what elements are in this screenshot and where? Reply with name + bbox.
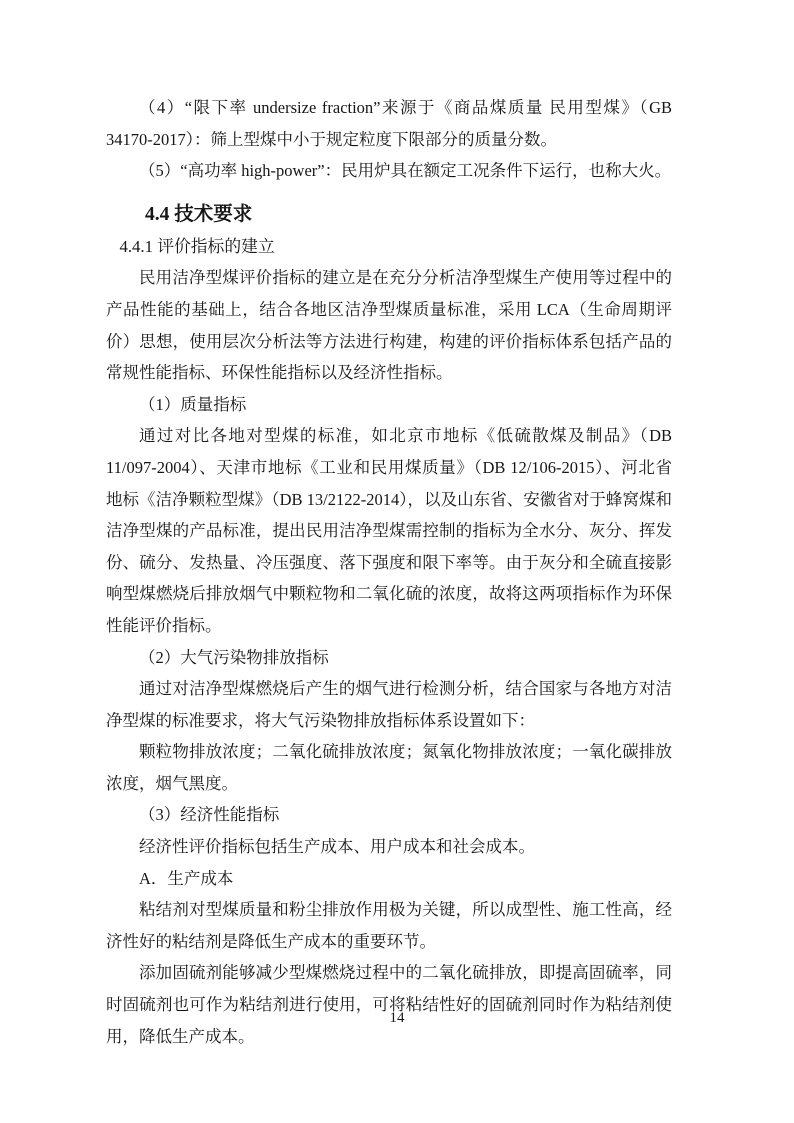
- list-heading-quality-indicators: （1）质量指标: [139, 394, 247, 414]
- item-heading-production-cost: A．生产成本: [139, 868, 234, 888]
- paragraph-quality-standards: 通过对比各地对型煤的标准，如北京市地标《低硫散煤及制品》（DB 11/097-2004）、天津市地标《工业和民用煤质量》（DB 12/106-2015）、河北省地标《洁净颗粒型煤》（DB 13/2122-2014），以及山东省、安徽省对于蜂窝煤和洁净型煤的产品标准，提出民用洁净型煤需控制的指标为全水分、灰分、挥发份、硫分、发热量、冷压强度、落下强度和限下率等。由于灰分和全硫直接影响型煤燃烧后排放烟气中颗粒物和二氧化硫的浓度，故将这两项指标作为环保性能评价指标。: [106, 426, 672, 635]
- section-heading-technical-requirements: 4.4 技术要求: [145, 203, 253, 225]
- page-content: [106, 92, 672, 1052]
- paragraph-economic-indicators: 经济性评价指标包括生产成本、用户成本和社会成本。: [139, 837, 535, 857]
- paragraph-sulfur-fixative: 添加固硫剂能够减少型煤燃烧过程中的二氧化硫排放，即提高固硫率，同时固硫剂也可作为粘结剂进行使用，可将粘结性好的固硫剂同时作为粘结剂使用，降低生产成本。: [106, 963, 672, 1046]
- list-heading-emission-indicators: （2）大气污染物排放指标: [139, 647, 329, 667]
- subsection-heading-indicator-establishment: 4.4.1 评价指标的建立: [119, 236, 275, 256]
- definition-item-4: （4）“限下率 undersize fraction”来源于《商品煤质量 民用型煤》（GB 34170-2017）：筛上型煤中小于规定粒度下限部分的质量分数。: [106, 98, 672, 149]
- list-heading-economic-indicators: （3）经济性能指标: [139, 805, 280, 825]
- definition-item-5: （5）“高功率 high-power”：民用炉具在额定工况条件下运行，也称大火。: [139, 161, 672, 181]
- paragraph-evaluation-intro: 民用洁净型煤评价指标的建立是在充分分析洁净型煤生产使用等过程中的产品性能的基础上，结合各地区洁净型煤质量标准，采用 LCA（生命周期评价）思想，使用层次分析法等方法进行构建，构建的评价指标体系包括产品的常规性能指标、环保性能指标以及经济性指标。: [106, 268, 672, 383]
- paragraph-emission-analysis: 通过对洁净型煤燃烧后产生的烟气进行检测分析，结合国家与各地方对洁净型煤的标准要求，将大气污染物排放指标体系设置如下：: [106, 679, 672, 730]
- page-number: 14: [389, 1010, 405, 1026]
- paragraph-emission-list: 颗粒物排放浓度；二氧化硫排放浓度；氮氧化物排放浓度；一氧化碳排放浓度，烟气黑度。: [106, 742, 672, 793]
- paragraph-binder-importance: 粘结剂对型煤质量和粉尘排放作用极为关键，所以成型性、施工性高，经济性好的粘结剂是降低生产成本的重要环节。: [106, 900, 672, 951]
